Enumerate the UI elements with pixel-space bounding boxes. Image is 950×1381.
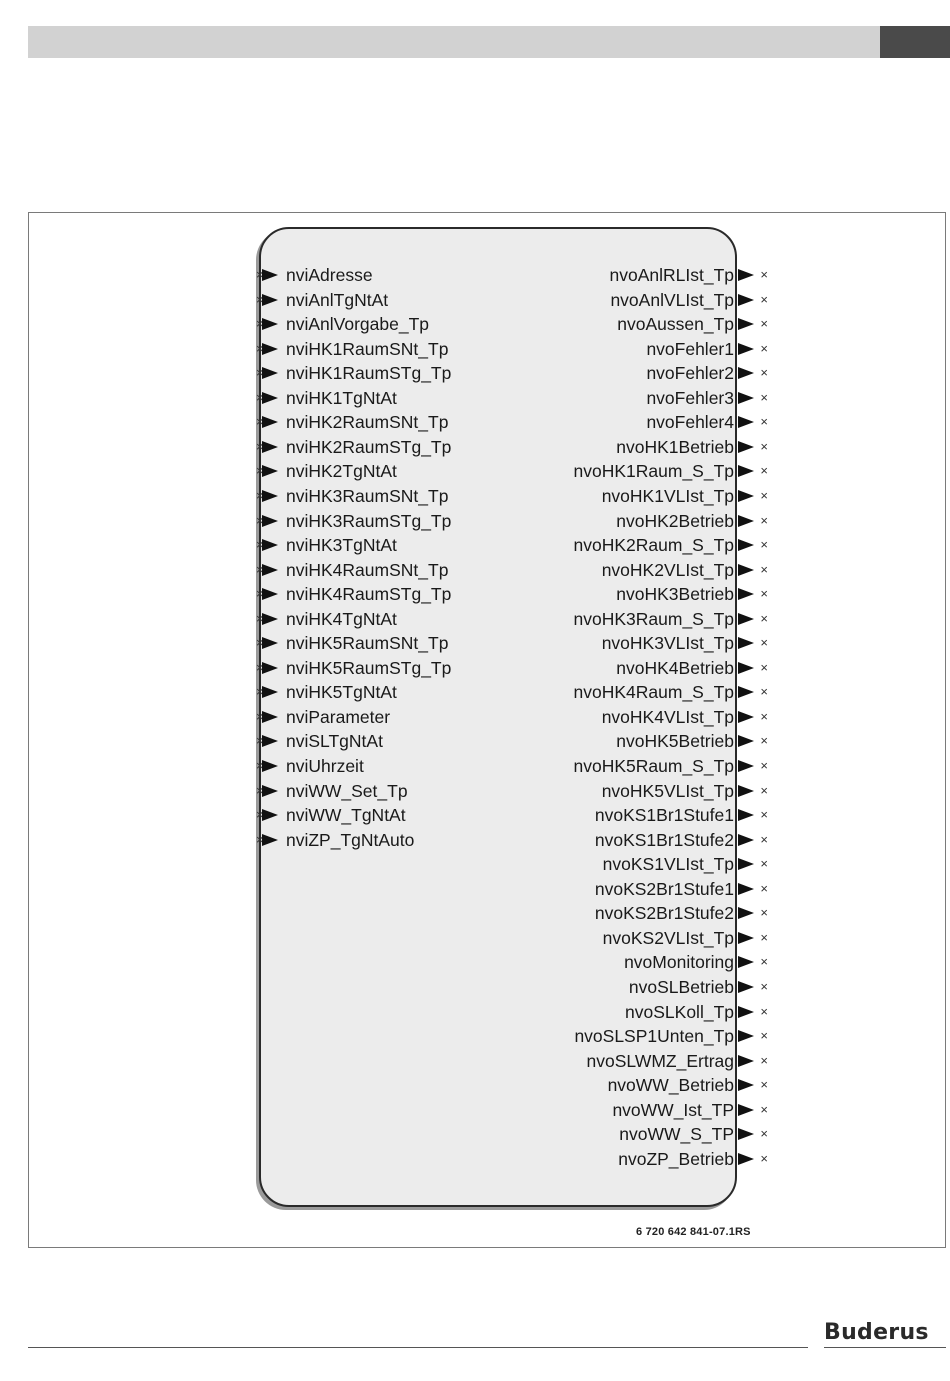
- port-label: nvoKS1Br1Stufe1: [594, 805, 734, 826]
- input-port: [256, 509, 516, 533]
- input-port: [256, 410, 516, 434]
- port-arrow-icon: [738, 269, 754, 281]
- output-port: [520, 1024, 770, 1048]
- port-arrow-icon: [738, 564, 754, 576]
- port-arrow-icon: [262, 539, 278, 551]
- output-port: [520, 877, 770, 901]
- output-port: [520, 828, 770, 852]
- port-arrow-icon: [738, 1079, 754, 1091]
- input-port: [256, 680, 516, 704]
- port-label: nvoHK4VLIst_Tp: [601, 706, 734, 727]
- port-label: nvoKS1VLIst_Tp: [602, 854, 734, 875]
- port-label: nviAdresse: [286, 265, 373, 285]
- port-label: nvoHK3VLIst_Tp: [601, 633, 734, 654]
- port-label: nvoHK4Raum_S_Tp: [573, 682, 734, 703]
- port-arrow-icon: [738, 981, 754, 993]
- unconnected-x-icon: ×: [760, 782, 768, 798]
- port-arrow-icon: [738, 588, 754, 600]
- unconnected-x-icon: ×: [256, 487, 264, 503]
- unconnected-x-icon: ×: [760, 291, 768, 307]
- port-arrow-icon: [738, 834, 754, 846]
- output-port: [520, 1122, 770, 1146]
- port-label: nviUhrzeit: [286, 756, 364, 776]
- unconnected-x-icon: ×: [760, 1003, 768, 1019]
- port-arrow-icon: [262, 294, 278, 306]
- unconnected-x-icon: ×: [760, 1028, 768, 1044]
- output-port: [520, 779, 770, 803]
- port-label: nvoWW_Betrieb: [607, 1075, 734, 1096]
- port-arrow-icon: [738, 1104, 754, 1116]
- port-arrow-icon: [738, 1055, 754, 1067]
- unconnected-x-icon: ×: [760, 537, 768, 553]
- output-port: [520, 263, 770, 287]
- port-label: nviHK3TgNtAt: [286, 535, 397, 556]
- port-arrow-icon: [262, 834, 278, 846]
- unconnected-x-icon: ×: [256, 586, 264, 602]
- unconnected-x-icon: ×: [256, 807, 264, 823]
- port-label: nvoHK3Betrieb: [616, 584, 734, 605]
- port-label: nvoHK1VLIst_Tp: [601, 485, 734, 506]
- port-label: nviHK1RaumSTg_Tp: [286, 363, 452, 384]
- unconnected-x-icon: ×: [760, 586, 768, 602]
- port-arrow-icon: [262, 490, 278, 502]
- port-arrow-icon: [262, 269, 278, 281]
- header-bar: [28, 26, 880, 58]
- unconnected-x-icon: ×: [256, 610, 264, 626]
- unconnected-x-icon: ×: [256, 463, 264, 479]
- input-port: [256, 337, 516, 361]
- output-port: [520, 1049, 770, 1073]
- port-label: nvoHK5Raum_S_Tp: [573, 756, 734, 776]
- port-label: nviAnlTgNtAt: [286, 289, 389, 310]
- port-label: nvoHK5Betrieb: [616, 731, 734, 752]
- input-port: [256, 558, 516, 582]
- unconnected-x-icon: ×: [256, 389, 264, 405]
- unconnected-x-icon: ×: [760, 659, 768, 675]
- unconnected-x-icon: ×: [256, 684, 264, 700]
- output-port: [520, 631, 770, 655]
- port-label: nvoAussen_Tp: [617, 314, 734, 335]
- input-port: [256, 484, 516, 508]
- unconnected-x-icon: ×: [760, 487, 768, 503]
- unconnected-x-icon: ×: [760, 880, 768, 896]
- output-port: [520, 975, 770, 999]
- port-label: nvoAnlRLIst_Tp: [609, 265, 734, 285]
- port-label: nviParameter: [286, 706, 391, 727]
- input-port: [256, 754, 516, 778]
- unconnected-x-icon: ×: [760, 807, 768, 823]
- unconnected-x-icon: ×: [256, 758, 264, 773]
- port-arrow-icon: [262, 785, 278, 797]
- port-label: nvoHK2Raum_S_Tp: [573, 535, 734, 556]
- port-label: nvoHK3Raum_S_Tp: [573, 608, 734, 629]
- output-port: [520, 337, 770, 361]
- port-label: nviHK3RaumSNt_Tp: [286, 485, 449, 506]
- unconnected-x-icon: ×: [760, 463, 768, 479]
- unconnected-x-icon: ×: [256, 635, 264, 651]
- input-port: [256, 582, 516, 606]
- input-port: [256, 263, 516, 287]
- output-port: [520, 484, 770, 508]
- output-port: [520, 656, 770, 680]
- output-port: [520, 852, 770, 876]
- port-arrow-icon: [262, 416, 278, 428]
- port-arrow-icon: [262, 392, 278, 404]
- unconnected-x-icon: ×: [760, 438, 768, 454]
- port-arrow-icon: [262, 686, 278, 698]
- unconnected-x-icon: ×: [760, 389, 768, 405]
- output-port: [520, 1073, 770, 1097]
- port-arrow-icon: [738, 637, 754, 649]
- port-label: nvoHK2Betrieb: [616, 510, 734, 531]
- unconnected-x-icon: ×: [760, 954, 768, 970]
- port-arrow-icon: [262, 711, 278, 723]
- port-arrow-icon: [738, 735, 754, 747]
- unconnected-x-icon: ×: [256, 659, 264, 675]
- port-label: nvoKS2VLIst_Tp: [602, 927, 734, 948]
- unconnected-x-icon: ×: [256, 708, 264, 724]
- port-arrow-icon: [738, 1153, 754, 1165]
- port-arrow-icon: [738, 1128, 754, 1140]
- port-label: nvoHK2VLIst_Tp: [601, 559, 734, 580]
- port-label: nviHK5RaumSTg_Tp: [286, 657, 452, 678]
- unconnected-x-icon: ×: [256, 561, 264, 577]
- port-arrow-icon: [738, 785, 754, 797]
- output-port: [520, 509, 770, 533]
- unconnected-x-icon: ×: [256, 512, 264, 528]
- port-arrow-icon: [262, 367, 278, 379]
- unconnected-x-icon: ×: [760, 708, 768, 724]
- port-label: nvoFehler3: [646, 387, 734, 408]
- unconnected-x-icon: ×: [256, 365, 264, 381]
- output-port: [520, 705, 770, 729]
- output-port: [520, 754, 770, 778]
- unconnected-x-icon: ×: [256, 267, 264, 282]
- port-label: nviSLTgNtAt: [286, 731, 383, 752]
- port-arrow-icon: [738, 883, 754, 895]
- port-arrow-icon: [738, 1030, 754, 1042]
- output-port: [520, 926, 770, 950]
- input-port: [256, 533, 516, 557]
- port-arrow-icon: [738, 858, 754, 870]
- output-port: [520, 582, 770, 606]
- unconnected-x-icon: ×: [760, 340, 768, 356]
- input-port: [256, 386, 516, 410]
- port-label: nviHK5RaumSNt_Tp: [286, 633, 449, 654]
- port-arrow-icon: [262, 637, 278, 649]
- unconnected-x-icon: ×: [760, 978, 768, 994]
- port-arrow-icon: [262, 613, 278, 625]
- unconnected-x-icon: ×: [256, 782, 264, 798]
- port-arrow-icon: [262, 809, 278, 821]
- input-port: [256, 312, 516, 336]
- unconnected-x-icon: ×: [256, 414, 264, 430]
- output-port: [520, 729, 770, 753]
- unconnected-x-icon: ×: [760, 929, 768, 945]
- port-label: nviWW_Set_Tp: [286, 780, 408, 801]
- input-port: [256, 828, 516, 852]
- unconnected-x-icon: ×: [256, 316, 264, 332]
- input-port: [256, 656, 516, 680]
- input-port: [256, 459, 516, 483]
- port-arrow-icon: [262, 760, 278, 772]
- port-arrow-icon: [738, 539, 754, 551]
- unconnected-x-icon: ×: [256, 340, 264, 356]
- port-label: nvoSLSP1Unten_Tp: [574, 1026, 734, 1047]
- port-label: nviHK4TgNtAt: [286, 608, 397, 629]
- port-arrow-icon: [738, 515, 754, 527]
- port-arrow-icon: [738, 686, 754, 698]
- port-label: nviZP_TgNtAuto: [286, 829, 415, 850]
- port-label: nvoKS2Br1Stufe2: [594, 903, 734, 924]
- port-arrow-icon: [738, 1006, 754, 1018]
- output-port: [520, 607, 770, 631]
- unconnected-x-icon: ×: [760, 758, 768, 773]
- unconnected-x-icon: ×: [760, 905, 768, 921]
- port-arrow-icon: [738, 392, 754, 404]
- unconnected-x-icon: ×: [256, 831, 264, 847]
- port-label: nviHK3RaumSTg_Tp: [286, 510, 452, 531]
- port-arrow-icon: [262, 318, 278, 330]
- output-port: [520, 1000, 770, 1024]
- unconnected-x-icon: ×: [760, 512, 768, 528]
- input-port: [256, 779, 516, 803]
- input-port: [256, 607, 516, 631]
- port-arrow-icon: [738, 343, 754, 355]
- port-arrow-icon: [262, 564, 278, 576]
- port-arrow-icon: [738, 760, 754, 772]
- port-label: nvoHK1Raum_S_Tp: [573, 461, 734, 482]
- port-label: nvoWW_Ist_TP: [612, 1099, 734, 1120]
- port-arrow-icon: [738, 662, 754, 674]
- port-label: nviHK2RaumSTg_Tp: [286, 436, 452, 457]
- port-label: nvoSLWMZ_Ertrag: [586, 1050, 734, 1071]
- port-label: nviHK4RaumSTg_Tp: [286, 584, 452, 605]
- output-port: [520, 386, 770, 410]
- port-label: nviHK2TgNtAt: [286, 461, 397, 482]
- port-label: nviHK4RaumSNt_Tp: [286, 559, 449, 580]
- port-arrow-icon: [738, 956, 754, 968]
- output-port: [520, 558, 770, 582]
- unconnected-x-icon: ×: [256, 733, 264, 749]
- port-label: nviHK5TgNtAt: [286, 682, 397, 703]
- output-port: [520, 950, 770, 974]
- unconnected-x-icon: ×: [760, 610, 768, 626]
- unconnected-x-icon: ×: [760, 1077, 768, 1093]
- output-port: [520, 803, 770, 827]
- port-arrow-icon: [738, 809, 754, 821]
- port-arrow-icon: [262, 465, 278, 477]
- port-label: nvoHK4Betrieb: [616, 657, 734, 678]
- port-arrow-icon: [262, 515, 278, 527]
- port-arrow-icon: [738, 318, 754, 330]
- unconnected-x-icon: ×: [760, 267, 768, 282]
- port-label: nvoHK1Betrieb: [616, 436, 734, 457]
- port-label: nvoHK5VLIst_Tp: [601, 780, 734, 801]
- unconnected-x-icon: ×: [760, 1101, 768, 1117]
- input-port: [256, 729, 516, 753]
- port-label: nviHK1RaumSNt_Tp: [286, 338, 449, 359]
- unconnected-x-icon: ×: [760, 1150, 768, 1166]
- unconnected-x-icon: ×: [256, 438, 264, 454]
- output-port: [520, 901, 770, 925]
- port-arrow-icon: [738, 711, 754, 723]
- header-block: [880, 26, 950, 58]
- port-arrow-icon: [738, 416, 754, 428]
- port-label: nvoFehler4: [646, 412, 734, 433]
- port-arrow-icon: [738, 932, 754, 944]
- output-port: [520, 1098, 770, 1122]
- port-arrow-icon: [738, 465, 754, 477]
- port-arrow-icon: [738, 613, 754, 625]
- footer-rule: [28, 1347, 808, 1348]
- output-port: [520, 435, 770, 459]
- unconnected-x-icon: ×: [760, 365, 768, 381]
- output-port: [520, 680, 770, 704]
- input-port: [256, 705, 516, 729]
- port-label: nviHK1TgNtAt: [286, 387, 397, 408]
- unconnected-x-icon: ×: [760, 1126, 768, 1142]
- unconnected-x-icon: ×: [760, 316, 768, 332]
- output-port: [520, 1147, 770, 1171]
- buderus-logo: Buderus: [824, 1320, 929, 1345]
- port-label: nvoSLBetrieb: [628, 976, 734, 997]
- output-port: [520, 459, 770, 483]
- port-label: nviHK2RaumSNt_Tp: [286, 412, 449, 433]
- input-port: [256, 435, 516, 459]
- port-label: nvoKS1Br1Stufe2: [594, 829, 734, 850]
- port-label: nvoFehler2: [646, 363, 734, 384]
- port-arrow-icon: [738, 490, 754, 502]
- port-label: nviAnlVorgabe_Tp: [286, 314, 430, 335]
- figure-id: 6 720 642 841-07.1RS: [636, 1226, 751, 1238]
- unconnected-x-icon: ×: [256, 537, 264, 553]
- port-label: nvoMonitoring: [624, 952, 734, 973]
- input-port: [256, 631, 516, 655]
- input-port: [256, 288, 516, 312]
- unconnected-x-icon: ×: [760, 684, 768, 700]
- unconnected-x-icon: ×: [760, 635, 768, 651]
- port-label: nvoFehler1: [646, 338, 734, 359]
- port-label: nviWW_TgNtAt: [286, 805, 406, 826]
- port-label: nvoZP_Betrieb: [618, 1148, 734, 1169]
- output-port: [520, 361, 770, 385]
- input-port: [256, 361, 516, 385]
- port-label: nvoSLKoll_Tp: [625, 1001, 734, 1022]
- unconnected-x-icon: ×: [760, 414, 768, 430]
- port-arrow-icon: [738, 441, 754, 453]
- port-arrow-icon: [262, 735, 278, 747]
- port-arrow-icon: [262, 588, 278, 600]
- port-label: nvoKS2Br1Stufe1: [594, 878, 734, 899]
- unconnected-x-icon: ×: [760, 561, 768, 577]
- unconnected-x-icon: ×: [760, 733, 768, 749]
- port-arrow-icon: [262, 343, 278, 355]
- footer-rule-right: [824, 1347, 946, 1348]
- output-port: [520, 533, 770, 557]
- port-arrow-icon: [738, 907, 754, 919]
- port-label: nvoAnlVLIst_Tp: [610, 289, 734, 310]
- unconnected-x-icon: ×: [760, 1052, 768, 1068]
- unconnected-x-icon: ×: [760, 831, 768, 847]
- output-port: [520, 288, 770, 312]
- output-port: [520, 312, 770, 336]
- unconnected-x-icon: ×: [760, 856, 768, 872]
- port-arrow-icon: [738, 367, 754, 379]
- unconnected-x-icon: ×: [256, 291, 264, 307]
- port-arrow-icon: [262, 662, 278, 674]
- input-port: [256, 803, 516, 827]
- output-port: [520, 410, 770, 434]
- port-label: nvoWW_S_TP: [619, 1124, 734, 1145]
- port-arrow-icon: [738, 294, 754, 306]
- port-arrow-icon: [262, 441, 278, 453]
